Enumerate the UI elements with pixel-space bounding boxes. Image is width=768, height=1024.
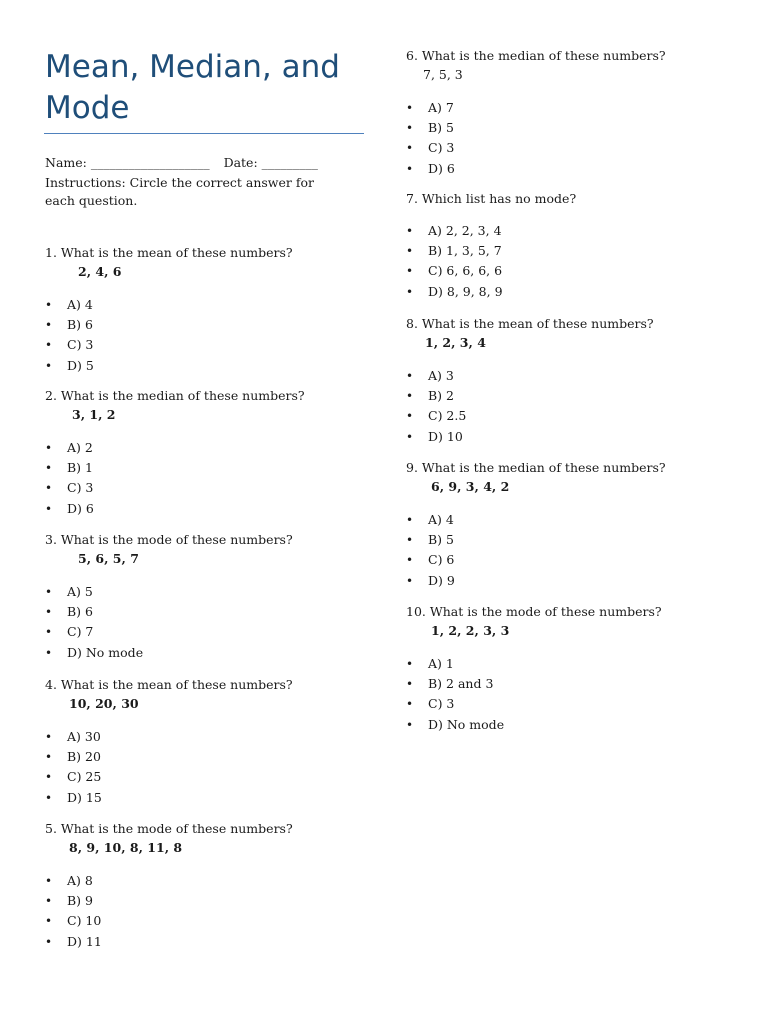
options-list <box>406 654 736 735</box>
option-a[interactable]: • A) 4 <box>45 295 375 315</box>
question-text: 9. What is the median of these numbers? <box>406 460 666 475</box>
options-list <box>406 510 736 591</box>
instructions: Instructions: Circle the correct answer for each question. <box>45 175 314 208</box>
option-b[interactable]: • B) 9 <box>45 891 375 911</box>
bullet-icon: • <box>406 264 414 279</box>
option-a[interactable]: • A) 3 <box>406 366 736 386</box>
option-a[interactable]: • A) 4 <box>406 510 736 530</box>
bullet-icon: • <box>45 914 53 929</box>
option-d[interactable]: • D) 11 <box>45 932 375 952</box>
option-b[interactable]: • B) 6 <box>45 602 375 622</box>
option-a[interactable]: • A) 2, 2, 3, 4 <box>406 221 736 241</box>
bullet-icon: • <box>45 461 53 476</box>
question-8 <box>406 315 736 447</box>
option-d[interactable]: • D) 9 <box>406 571 736 591</box>
bullet-icon: • <box>406 224 414 238</box>
question-numbers: 10, 20, 30 <box>69 696 139 711</box>
question-numbers: 3, 1, 2 <box>72 407 116 422</box>
option-b[interactable]: • B) 1, 3, 5, 7 <box>406 241 736 261</box>
option-c[interactable]: • C) 10 <box>45 911 375 931</box>
option-c[interactable]: • C) 7 <box>45 622 375 642</box>
option-d[interactable]: • D) 6 <box>45 499 375 519</box>
question-numbers: 1, 2, 3, 4 <box>425 335 486 350</box>
question-7 <box>406 190 736 302</box>
option-c[interactable]: • C) 3 <box>45 478 375 498</box>
option-b[interactable]: • B) 1 <box>45 458 375 478</box>
options-list <box>45 438 375 519</box>
bullet-icon: • <box>45 874 53 888</box>
option-a[interactable]: • A) 5 <box>45 582 375 602</box>
question-4 <box>45 676 375 808</box>
bullet-icon: • <box>406 369 414 383</box>
bullet-icon: • <box>406 553 414 568</box>
question-10 <box>406 603 736 735</box>
bullet-icon: • <box>406 101 414 115</box>
question-text: 7. Which list has no mode? <box>406 191 577 206</box>
bullet-icon: • <box>406 244 414 259</box>
question-numbers: 5, 6, 5, 7 <box>78 551 139 566</box>
bullet-icon: • <box>406 429 414 444</box>
option-b[interactable]: • B) 2 <box>406 386 736 406</box>
bullet-icon: • <box>406 657 414 671</box>
bullet-icon: • <box>45 934 53 949</box>
option-d[interactable]: • D) 10 <box>406 427 736 447</box>
option-a[interactable]: • A) 8 <box>45 871 375 891</box>
bullet-icon: • <box>45 318 53 333</box>
options-list <box>406 221 736 302</box>
option-a[interactable]: • A) 7 <box>406 98 736 118</box>
option-d[interactable]: • D) No mode <box>45 643 375 663</box>
question-text: 8. What is the mean of these numbers? <box>406 316 654 331</box>
bullet-icon: • <box>45 358 53 373</box>
bullet-icon: • <box>45 625 53 640</box>
option-b[interactable]: • B) 5 <box>406 118 736 138</box>
question-text: 5. What is the mode of these numbers? <box>45 821 293 836</box>
option-c[interactable]: • C) 3 <box>406 138 736 158</box>
option-d[interactable]: • D) 15 <box>45 788 375 808</box>
bullet-icon: • <box>45 730 53 744</box>
bullet-icon: • <box>45 441 53 455</box>
option-b[interactable]: • B) 20 <box>45 747 375 767</box>
bullet-icon: • <box>406 409 414 424</box>
bullet-icon: • <box>406 389 414 404</box>
option-c[interactable]: • C) 25 <box>45 767 375 787</box>
option-c[interactable]: • C) 6, 6, 6, 6 <box>406 261 736 281</box>
name-date-row <box>45 154 318 172</box>
question-text: 6. What is the median of these numbers? <box>406 48 666 63</box>
bullet-icon: • <box>406 513 414 527</box>
question-numbers: 2, 4, 6 <box>78 264 122 279</box>
name-field-label: Name: ___________________ <box>45 155 210 170</box>
option-c[interactable]: • C) 6 <box>406 550 736 570</box>
question-1 <box>45 244 375 376</box>
bullet-icon: • <box>45 605 53 620</box>
bullet-icon: • <box>45 645 53 660</box>
question-text: 3. What is the mode of these numbers? <box>45 532 293 547</box>
question-6 <box>406 47 736 179</box>
options-list <box>45 295 375 376</box>
question-text: 1. What is the mean of these numbers? <box>45 245 293 260</box>
option-a[interactable]: • A) 30 <box>45 727 375 747</box>
bullet-icon: • <box>45 585 53 599</box>
bullet-icon: • <box>406 573 414 588</box>
question-numbers: 1, 2, 2, 3, 3 <box>431 623 510 638</box>
question-3 <box>45 531 375 663</box>
options-list <box>406 98 736 179</box>
bullet-icon: • <box>406 533 414 548</box>
question-text: 4. What is the mean of these numbers? <box>45 677 293 692</box>
options-list <box>45 727 375 808</box>
question-text: 2. What is the median of these numbers? <box>45 388 305 403</box>
option-d[interactable]: • D) No mode <box>406 715 736 735</box>
option-d[interactable]: • D) 8, 9, 8, 9 <box>406 282 736 302</box>
question-text: 10. What is the mode of these numbers? <box>406 604 662 619</box>
bullet-icon: • <box>45 298 53 312</box>
bullet-icon: • <box>45 894 53 909</box>
bullet-icon: • <box>406 161 414 176</box>
option-a[interactable]: • A) 1 <box>406 654 736 674</box>
question-numbers: 7, 5, 3 <box>423 67 463 82</box>
page-title: Mean, Median, and Mode <box>45 49 340 126</box>
option-b[interactable]: • B) 6 <box>45 315 375 335</box>
date-field-label: Date: _________ <box>223 155 318 170</box>
question-numbers: 6, 9, 3, 4, 2 <box>431 479 510 494</box>
option-b[interactable]: • B) 5 <box>406 530 736 550</box>
options-list <box>406 366 736 447</box>
bullet-icon: • <box>45 770 53 785</box>
question-9 <box>406 459 736 591</box>
bullet-icon: • <box>45 338 53 353</box>
bullet-icon: • <box>406 697 414 712</box>
question-2 <box>45 387 375 519</box>
question-numbers: 8, 9, 10, 8, 11, 8 <box>69 840 183 855</box>
bullet-icon: • <box>45 481 53 496</box>
options-list <box>45 582 375 663</box>
option-a[interactable]: • A) 2 <box>45 438 375 458</box>
bullet-icon: • <box>406 121 414 136</box>
options-list <box>45 871 375 952</box>
bullet-icon: • <box>406 284 414 299</box>
title-divider <box>44 133 364 134</box>
option-b[interactable]: • B) 2 and 3 <box>406 674 736 694</box>
bullet-icon: • <box>45 501 53 516</box>
bullet-icon: • <box>45 750 53 765</box>
option-c[interactable]: • C) 3 <box>406 694 736 714</box>
question-5 <box>45 820 375 952</box>
option-c[interactable]: • C) 2.5 <box>406 406 736 426</box>
option-d[interactable]: • D) 5 <box>45 356 375 376</box>
bullet-icon: • <box>406 717 414 732</box>
bullet-icon: • <box>45 790 53 805</box>
bullet-icon: • <box>406 141 414 156</box>
bullet-icon: • <box>406 677 414 692</box>
option-c[interactable]: • C) 3 <box>45 335 375 355</box>
option-d[interactable]: • D) 6 <box>406 159 736 179</box>
